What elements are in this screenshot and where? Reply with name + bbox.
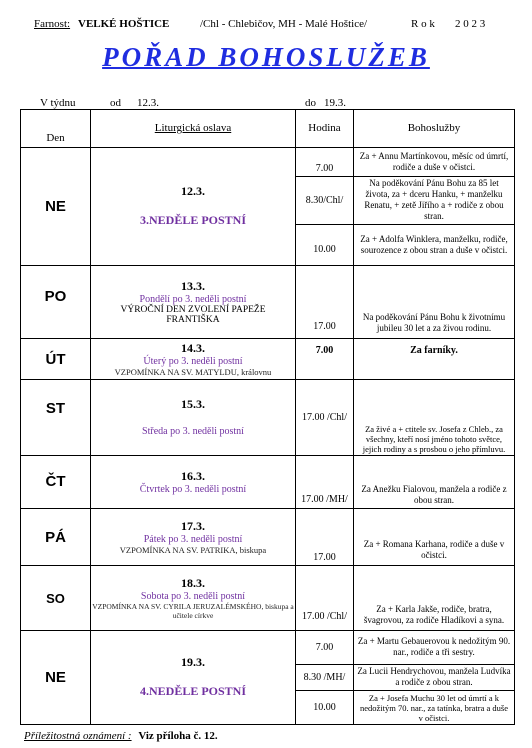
note: VZPOMÍNKA NA SV. CYRILA JERUZALÉMSKÉHO, biskupa a učitele církve [92,602,294,621]
feast: Pondělí po 3. neděli postní [139,293,247,305]
service-intention: Za Anežku Fialovou, manžela a rodiče z obou stran. [354,455,515,508]
parish-label: Farnost: [34,18,71,30]
liturgy-cell [91,509,296,566]
note: VZPOMÍNKA NA SV. MATYLDU, královnu [114,367,272,378]
service-intention: Za farníky. [354,339,515,380]
note: VZPOMÍNKA NA SV. PATRIKA, biskupa [119,545,267,556]
header-day: Den [21,110,91,148]
week-to-label: do [305,97,316,109]
service-intention: Za + Martu Gebauerovou k nedožitým 90. nar., rodiče a tři sestry. [354,630,515,664]
liturgy-cell [91,630,296,724]
feast: Sobota po 3. neděli postní [140,591,246,603]
footer-notice [24,730,218,742]
week-from: 12.3. [137,97,159,109]
schedule-table [20,109,515,725]
service-intention: Za živé a + ctitele sv. Josefa z Chleb., za všechny, kteří nosí jméno tohoto světce, jejich rodiny a s prosbou o jeho přímluvu. [354,380,515,456]
header-hour: Hodina [296,110,354,148]
year-label: R o k [411,18,435,30]
day-name: ST [21,380,91,456]
parish-area: /Chl - Chlebičov, MH - Malé Hoštice/ [200,18,368,30]
footer-label: Příležitostná oznámení : [24,730,132,742]
week-from-label: od [110,97,121,109]
page-title: POŘAD BOHOSLUŽEB [102,42,430,72]
parish-header [0,18,532,34]
note: VÝROČNÍ DEN ZVOLENÍ PAPEŽE FRANTIŠKA [120,304,266,325]
liturgy-cell [91,566,296,630]
service-time: 17.00 /MH/ [296,455,354,508]
service-intention: Za + Romana Karhana, rodiče a duše v očistci. [354,509,515,566]
service-intention: Na poděkování Pánu Bohu za 85 let života, za + dceru Hanku, + manželku Renatu, + zetě Jiřího a + rodiče z obou stran. [354,176,515,224]
service-time: 17.00 [296,509,354,566]
date: 18.3. [181,576,205,591]
service-intention: Za + Josefa Muchu 30 let od úmrtí a k nedožitým 70. nar., za tatínka, bratra a duše v očistci. [354,691,515,725]
day-name: ČT [21,455,91,508]
date: 12.3. [181,184,205,199]
feast: 3.NEDĚLE POSTNÍ [139,213,247,228]
service-intention: Za + Karla Jakše, rodiče, bratra, švagrovou, za rodiče Hladíkovi a syna. [354,566,515,630]
liturgy-cell [91,147,296,265]
date: 15.3. [181,397,205,412]
day-name: PO [21,265,91,339]
service-time: 17.00 [296,265,354,339]
day-name: PÁ [21,509,91,566]
header-liturgy: Liturgická oslava [91,110,296,148]
day-name: SO [21,566,91,630]
day-name: NE [21,630,91,724]
service-time: 17.00 /Chl/ [296,566,354,630]
service-time: 8.30 /MH/ [296,664,354,691]
service-intention: Za Lucii Hendrychovou, manžela Ludvíka a rodiče z obou stran. [354,664,515,691]
week-to: 19.3. [324,97,346,109]
date: 13.3. [181,278,205,293]
liturgy-cell [91,455,296,508]
date: 16.3. [181,468,205,483]
table-row [21,509,515,566]
service-intention: Na poděkování Pánu Bohu k životnímu jubileu 30 let a za živou rodinu. [354,265,515,339]
table-row [21,265,515,339]
service-intention: Za + Adolfa Winklera, manželku, rodiče, sourozence z obou stran a duše v očistci. [354,224,515,265]
parish-name: VELKÉ HOŠTICE [78,18,170,30]
liturgy-cell [91,380,296,456]
liturgy-cell [91,339,296,380]
table-row [21,566,515,630]
service-time: 7.00 [296,339,354,380]
table-row [21,339,515,380]
header-masses: Bohoslužby [354,110,515,148]
table-row [21,380,515,456]
year-value: 2 0 2 3 [455,18,486,30]
service-time: 17.00 /Chl/ [296,380,354,456]
service-time: 7.00 [296,630,354,664]
service-time: 8.30/Chl/ [296,176,354,224]
feast: 4.NEDĚLE POSTNÍ [139,684,247,699]
table-row [21,455,515,508]
liturgy-cell [91,265,296,339]
feast: Úterý po 3. neděli postní [143,356,243,368]
day-name: ÚT [21,339,91,380]
feast: Pátek po 3. neděli postní [143,534,243,546]
week-label: V týdnu [40,97,76,109]
feast: Středa po 3. neděli postní [142,426,244,438]
service-time: 7.00 [296,147,354,176]
service-intention: Za + Annu Martínkovou, měsíc od úmrtí, rodiče a duše v očistci. [354,147,515,176]
footer-text: Viz příloha č. 12. [138,730,218,742]
date: 14.3. [181,341,205,356]
table-row [21,147,515,176]
table-header-row [21,110,515,148]
feast: Čtvrtek po 3. neděli postní [139,483,247,495]
service-time: 10.00 [296,224,354,265]
date: 17.3. [181,519,205,534]
service-time: 10.00 [296,691,354,725]
day-name: NE [21,147,91,265]
date: 19.3. [181,655,205,670]
table-row [21,630,515,664]
